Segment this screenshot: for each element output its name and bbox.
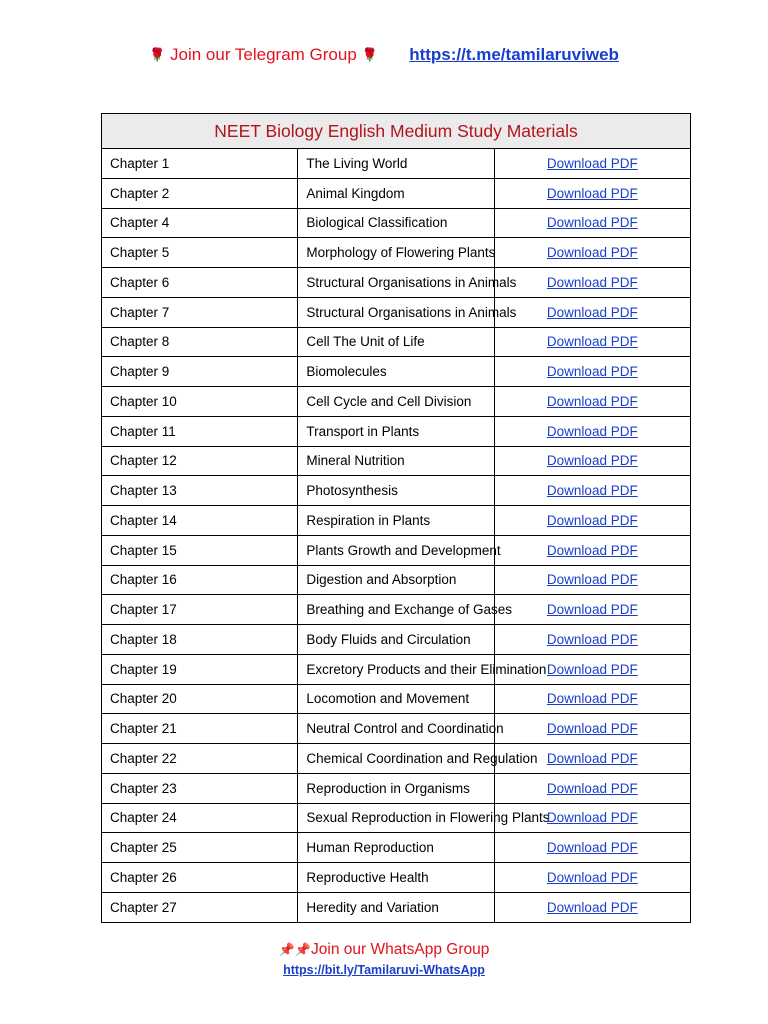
download-cell [494, 297, 690, 327]
chapter-name: Animal Kingdom [298, 178, 494, 208]
chapter-name: Sexual Reproduction in Flowering Plants [298, 803, 494, 833]
table-row [102, 238, 691, 268]
chapter-number: Chapter 11 [102, 416, 298, 446]
chapter-name: Locomotion and Movement [298, 684, 494, 714]
download-cell [494, 149, 690, 179]
chapter-name: Structural Organisations in Animals [298, 268, 494, 298]
download-pdf-link[interactable]: Download PDF [546, 245, 638, 261]
chapter-number: Chapter 7 [102, 297, 298, 327]
table-title: NEET Biology English Medium Study Materials [102, 114, 691, 149]
download-cell [494, 535, 690, 565]
chapter-name: Reproductive Health [298, 863, 494, 893]
chapter-name: Transport in Plants [298, 416, 494, 446]
table-row [102, 535, 691, 565]
download-pdf-link[interactable]: Download PDF [546, 840, 638, 856]
download-pdf-link[interactable]: Download PDF [546, 780, 638, 796]
telegram-label: Join our Telegram Group [170, 45, 357, 64]
download-cell [494, 446, 690, 476]
download-pdf-link[interactable]: Download PDF [546, 750, 638, 766]
chapter-name: Plants Growth and Development [298, 535, 494, 565]
table-row [102, 506, 691, 536]
chapter-number: Chapter 1 [102, 149, 298, 179]
chapters-table [101, 113, 691, 923]
download-cell [494, 327, 690, 357]
chapter-number: Chapter 25 [102, 833, 298, 863]
download-pdf-link[interactable]: Download PDF [546, 155, 638, 171]
chapter-name: Excretory Products and their Elimination [298, 654, 494, 684]
chapter-name: Body Fluids and Circulation [298, 625, 494, 655]
table-row [102, 416, 691, 446]
chapter-number: Chapter 6 [102, 268, 298, 298]
table-row [102, 833, 691, 863]
chapter-name: Biomolecules [298, 357, 494, 387]
whatsapp-banner [0, 939, 768, 979]
download-pdf-link[interactable]: Download PDF [546, 274, 638, 290]
chapter-number: Chapter 8 [102, 327, 298, 357]
table-row [102, 327, 691, 357]
chapter-name: Biological Classification [298, 208, 494, 238]
download-cell [494, 625, 690, 655]
whatsapp-label: Join our WhatsApp Group [311, 941, 490, 958]
table-row [102, 625, 691, 655]
table-row [102, 714, 691, 744]
chapter-name: Neutral Control and Coordination [298, 714, 494, 744]
table-row [102, 208, 691, 238]
chapter-number: Chapter 13 [102, 476, 298, 506]
chapter-name: Heredity and Variation [298, 892, 494, 922]
download-pdf-link[interactable]: Download PDF [546, 869, 638, 885]
chapter-number: Chapter 14 [102, 506, 298, 536]
chapter-name: Photosynthesis [298, 476, 494, 506]
chapter-number: Chapter 24 [102, 803, 298, 833]
telegram-link[interactable]: https://t.me/tamilaruviweb [409, 45, 619, 64]
download-pdf-link[interactable]: Download PDF [546, 542, 638, 558]
download-cell [494, 506, 690, 536]
download-pdf-link[interactable]: Download PDF [546, 423, 638, 439]
chapter-name: The Living World [298, 149, 494, 179]
download-cell [494, 863, 690, 893]
table-row [102, 476, 691, 506]
download-cell [494, 565, 690, 595]
chapter-name: Respiration in Plants [298, 506, 494, 536]
chapter-number: Chapter 22 [102, 744, 298, 774]
download-pdf-link[interactable]: Download PDF [546, 631, 638, 647]
download-pdf-link[interactable]: Download PDF [546, 810, 638, 826]
pin-icon: 📌📌 [278, 942, 312, 957]
chapter-number: Chapter 23 [102, 773, 298, 803]
download-cell [494, 892, 690, 922]
table-row [102, 654, 691, 684]
table-row [102, 446, 691, 476]
download-pdf-link[interactable]: Download PDF [546, 572, 638, 588]
download-cell [494, 476, 690, 506]
download-cell [494, 595, 690, 625]
chapter-number: Chapter 21 [102, 714, 298, 744]
table-row [102, 565, 691, 595]
download-cell [494, 833, 690, 863]
chapter-name: Reproduction in Organisms [298, 773, 494, 803]
download-cell [494, 714, 690, 744]
download-cell [494, 238, 690, 268]
chapter-number: Chapter 16 [102, 565, 298, 595]
table-row [102, 178, 691, 208]
table-row [102, 744, 691, 774]
chapter-name: Cell The Unit of Life [298, 327, 494, 357]
table-row [102, 803, 691, 833]
download-pdf-link[interactable]: Download PDF [546, 334, 638, 350]
download-cell [494, 357, 690, 387]
table-row [102, 149, 691, 179]
chapter-name: Mineral Nutrition [298, 446, 494, 476]
chapter-number: Chapter 5 [102, 238, 298, 268]
table-row [102, 268, 691, 298]
download-pdf-link[interactable]: Download PDF [546, 215, 638, 231]
table-row [102, 297, 691, 327]
table-row [102, 892, 691, 922]
download-cell [494, 178, 690, 208]
table-row [102, 357, 691, 387]
chapter-name: Digestion and Absorption [298, 565, 494, 595]
chapter-number: Chapter 27 [102, 892, 298, 922]
chapter-number: Chapter 2 [102, 178, 298, 208]
download-pdf-link[interactable]: Download PDF [546, 661, 638, 677]
table-row [102, 773, 691, 803]
download-pdf-link[interactable]: Download PDF [546, 185, 638, 201]
download-cell [494, 208, 690, 238]
rose-icon: 🌹 [361, 47, 378, 62]
whatsapp-link[interactable]: https://bit.ly/Tamilaruvi-WhatsApp [283, 963, 485, 977]
download-pdf-link[interactable]: Download PDF [546, 453, 638, 469]
download-cell [494, 773, 690, 803]
chapter-name: Morphology of Flowering Plants [298, 238, 494, 268]
chapter-name: Chemical Coordination and Regulation [298, 744, 494, 774]
chapter-number: Chapter 9 [102, 357, 298, 387]
chapter-number: Chapter 10 [102, 387, 298, 417]
chapter-number: Chapter 20 [102, 684, 298, 714]
download-pdf-link[interactable]: Download PDF [546, 483, 638, 499]
whatsapp-title [0, 939, 768, 961]
download-pdf-link[interactable]: Download PDF [546, 364, 638, 380]
download-pdf-link[interactable]: Download PDF [546, 393, 638, 409]
download-cell [494, 268, 690, 298]
chapter-number: Chapter 4 [102, 208, 298, 238]
download-pdf-link[interactable]: Download PDF [546, 721, 638, 737]
download-cell [494, 387, 690, 417]
download-cell [494, 416, 690, 446]
download-pdf-link[interactable]: Download PDF [546, 512, 638, 528]
chapter-number: Chapter 12 [102, 446, 298, 476]
telegram-banner [0, 42, 768, 68]
chapter-name: Breathing and Exchange of Gases [298, 595, 494, 625]
chapter-name: Structural Organisations in Animals [298, 297, 494, 327]
chapter-number: Chapter 17 [102, 595, 298, 625]
table-row [102, 684, 691, 714]
chapter-name: Cell Cycle and Cell Division [298, 387, 494, 417]
download-pdf-link[interactable]: Download PDF [546, 899, 638, 915]
chapter-number: Chapter 26 [102, 863, 298, 893]
table-row [102, 595, 691, 625]
download-pdf-link[interactable]: Download PDF [546, 304, 638, 320]
download-pdf-link[interactable]: Download PDF [546, 691, 638, 707]
download-pdf-link[interactable]: Download PDF [546, 602, 638, 618]
table-row [102, 863, 691, 893]
rose-icon: 🌹 [149, 47, 166, 62]
table-body [102, 149, 691, 923]
download-cell [494, 684, 690, 714]
chapter-number: Chapter 18 [102, 625, 298, 655]
chapter-name: Human Reproduction [298, 833, 494, 863]
table-row [102, 387, 691, 417]
chapter-number: Chapter 15 [102, 535, 298, 565]
chapter-number: Chapter 19 [102, 654, 298, 684]
